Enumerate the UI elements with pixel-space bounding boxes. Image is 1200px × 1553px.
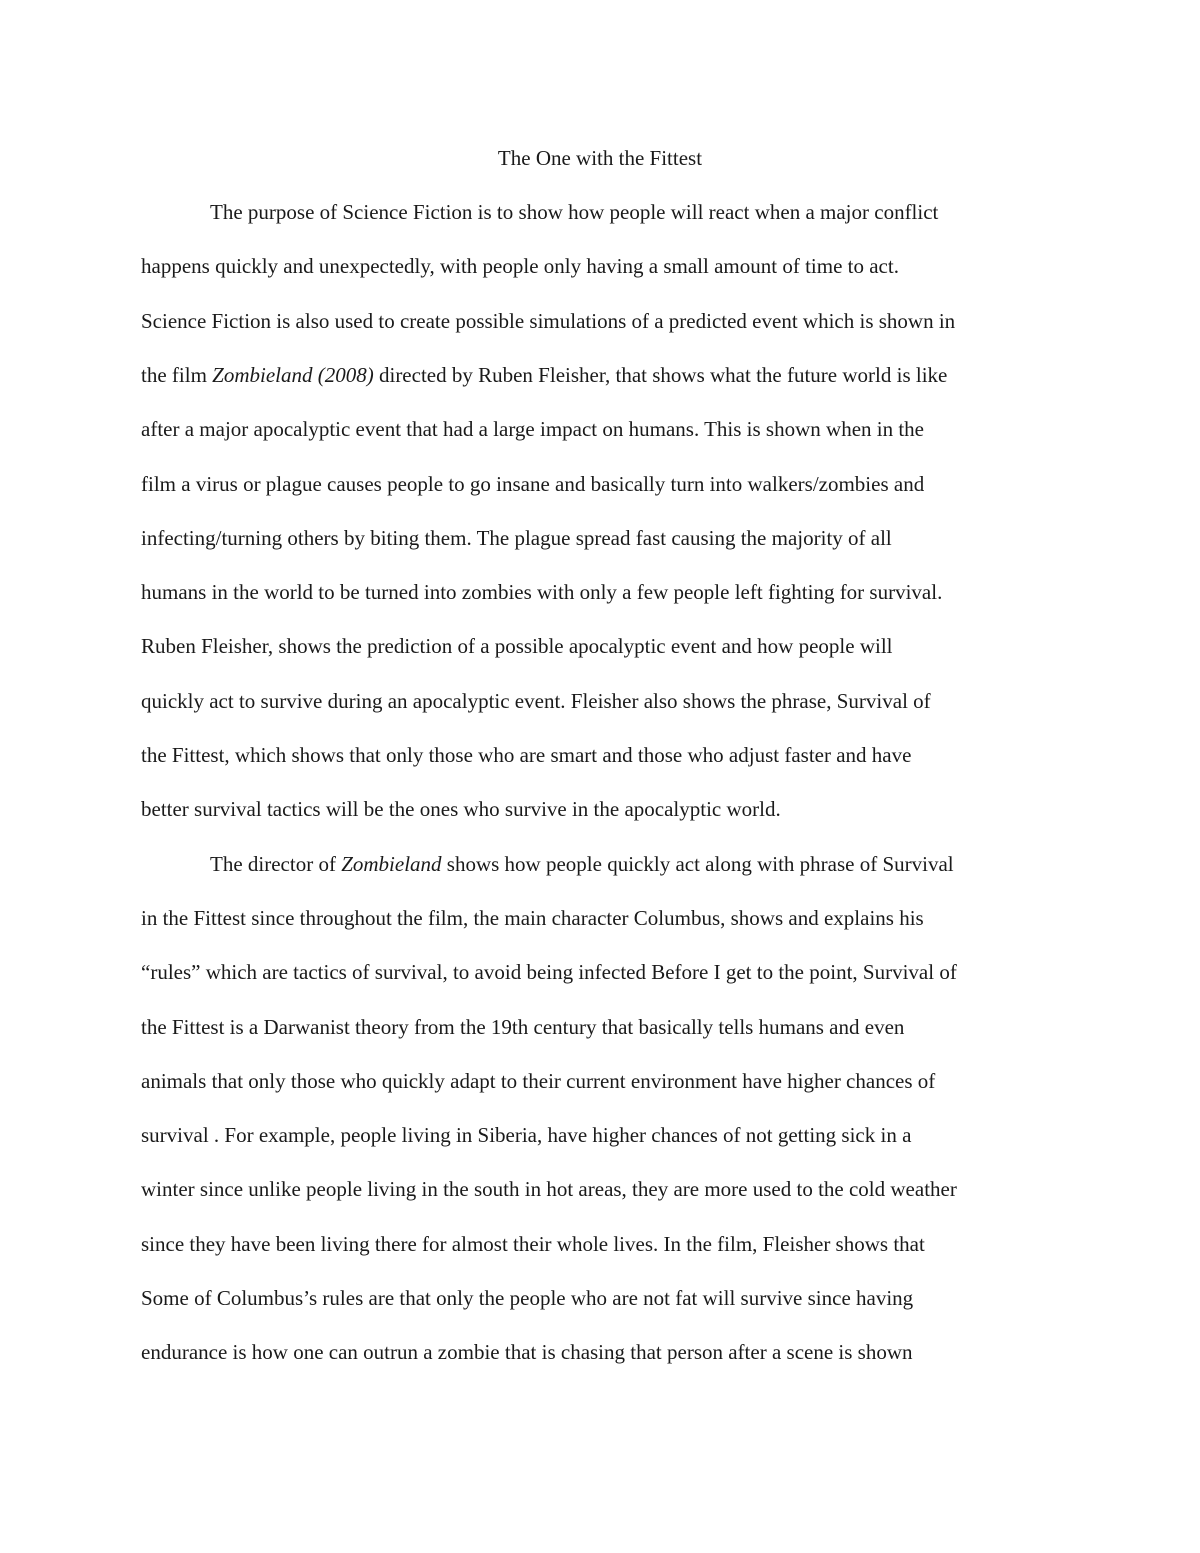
text-segment: the Fittest is a Darwanist theory from the 19th century that basically tells humans and even xyxy=(141,1015,905,1039)
body-line xyxy=(141,579,1071,605)
body-line xyxy=(141,362,1071,388)
text-segment: winter since unlike people living in the south in hot areas, they are more used to the cold weather xyxy=(141,1177,957,1201)
body-line xyxy=(141,796,1071,822)
text-segment: after a major apocalyptic event that had a large impact on humans. This is shown when in the xyxy=(141,417,924,441)
body-line xyxy=(210,851,1140,877)
text-segment: Ruben Fleisher, shows the prediction of a possible apocalyptic event and how people will xyxy=(141,634,893,658)
text-segment: film a virus or plague causes people to go insane and basically turn into walkers/zombies and xyxy=(141,472,925,496)
body-line xyxy=(141,1339,1071,1365)
body-line xyxy=(141,905,1071,931)
text-segment: directed by Ruben Fleisher, that shows what the future world is like xyxy=(373,363,948,387)
text-segment: The purpose of Science Fiction is to show how people will react when a major conflict xyxy=(210,200,939,224)
body-line xyxy=(141,1231,1071,1257)
text-segment: The director of xyxy=(210,852,342,876)
text-segment: infecting/turning others by biting them. The plague spread fast causing the majority of all xyxy=(141,526,892,550)
text-segment: “rules” which are tactics of survival, to avoid being infected Before I get to the point, Survival of xyxy=(141,960,957,984)
body-line xyxy=(141,1014,1071,1040)
body-line xyxy=(210,199,1140,225)
text-segment: endurance is how one can outrun a zombie that is chasing that person after a scene is shown xyxy=(141,1340,913,1364)
text-segment: Science Fiction is also used to create possible simulations of a predicted event which is shown in xyxy=(141,309,956,333)
text-segment: shows how people quickly act along with phrase of Survival xyxy=(441,852,954,876)
body-line xyxy=(141,416,1071,442)
body-line xyxy=(141,471,1071,497)
film-title-italic: Zombieland (2008) xyxy=(212,363,374,387)
text-segment: survival . For example, people living in Siberia, have higher chances of not getting sick in a xyxy=(141,1123,912,1147)
body-line xyxy=(141,253,1071,279)
document-title: The One with the Fittest xyxy=(497,146,703,170)
body-line xyxy=(141,742,1071,768)
body-line xyxy=(141,1068,1071,1094)
text-segment: happens quickly and unexpectedly, with people only having a small amount of time to act. xyxy=(141,254,899,278)
body-line xyxy=(141,525,1071,551)
text-segment: Some of Columbus’s rules are that only the people who are not fat will survive since having xyxy=(141,1286,914,1310)
body-line xyxy=(141,308,1071,334)
body-line xyxy=(141,633,1071,659)
text-segment: in the Fittest since throughout the film, the main character Columbus, shows and explains his xyxy=(141,906,924,930)
text-segment: humans in the world to be turned into zombies with only a few people left fighting for survival. xyxy=(141,580,943,604)
body-line xyxy=(141,1285,1071,1311)
body-line xyxy=(141,688,1071,714)
text-segment: the Fittest, which shows that only those who are smart and those who adjust faster and have xyxy=(141,743,912,767)
text-segment: since they have been living there for almost their whole lives. In the film, Fleisher shows that xyxy=(141,1232,925,1256)
body-line xyxy=(141,1122,1071,1148)
text-segment: quickly act to survive during an apocalyptic event. Fleisher also shows the phrase, Survival of xyxy=(141,689,931,713)
text-segment: the film xyxy=(141,363,213,387)
body-line xyxy=(141,1176,1071,1202)
text-segment: better survival tactics will be the ones who survive in the apocalyptic world. xyxy=(141,797,781,821)
text-segment: animals that only those who quickly adapt to their current environment have higher chances of xyxy=(141,1069,936,1093)
film-title-italic: Zombieland xyxy=(341,852,442,876)
body-line xyxy=(141,959,1071,985)
